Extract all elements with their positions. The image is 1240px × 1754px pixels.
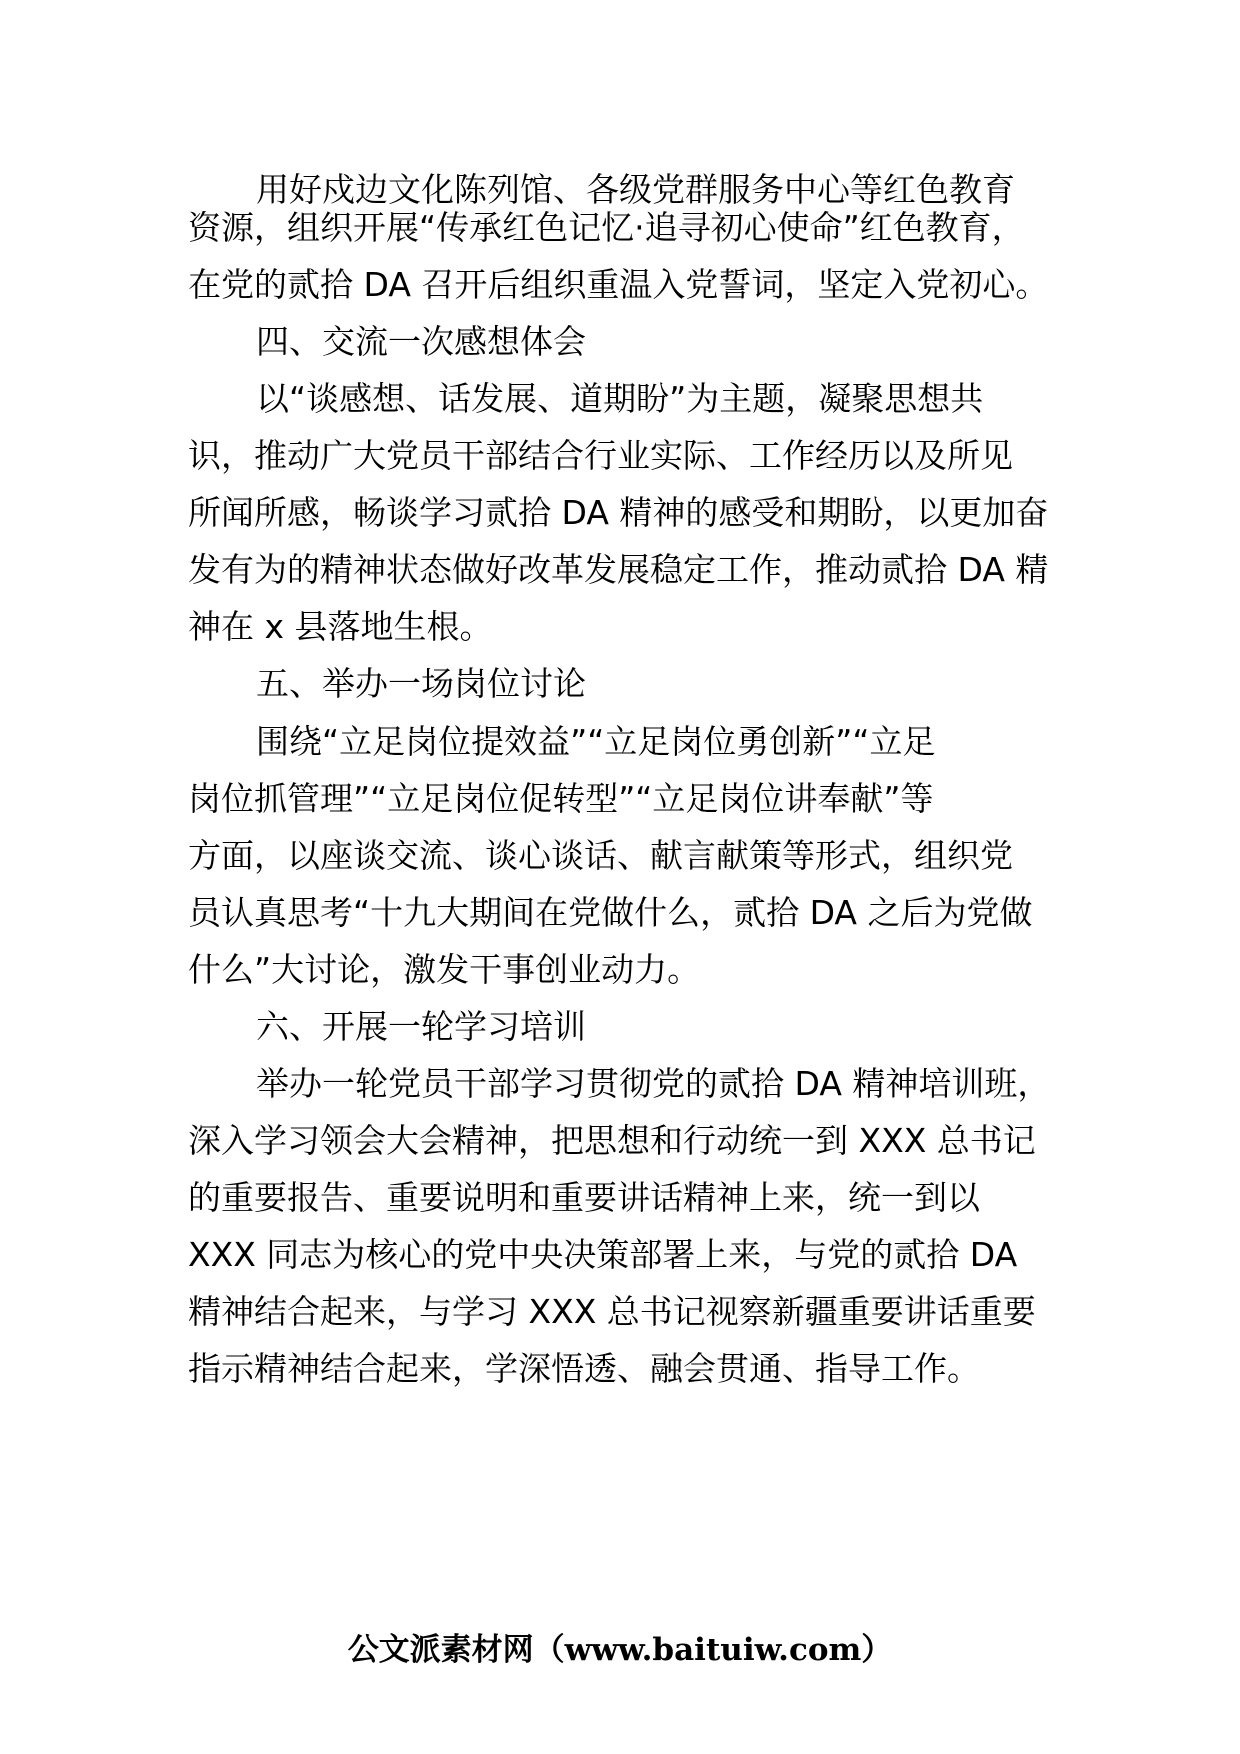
paragraph-line: 指示精神结合起来，学深悟透、融会贯通、指导工作。 (188, 1349, 980, 1388)
paragraph-line: 识，推动广大党员干部结合行业实际、工作经历以及所见 (188, 436, 1013, 475)
section-heading: 四、交流一次感想体会 (256, 322, 586, 361)
paragraph-line: 神在 x 县落地生根。 (188, 607, 493, 646)
paragraph-line: 发有为的精神状态做好改革发展稳定工作，推动贰拾 DA 精 (188, 550, 1049, 589)
paragraph-line: 的重要报告、重要说明和重要讲话精神上来，统一到以 (188, 1178, 980, 1217)
section-heading: 六、开展一轮学习培训 (256, 1007, 586, 1046)
paragraph-line: 方面，以座谈交流、谈心谈话、献言献策等形式，组织党 (188, 836, 1013, 875)
paragraph-line: 员认真思考“十九大期间在党做什么，贰拾 DA 之后为党做 (188, 893, 1033, 932)
paragraph-line: 资源，组织开展“传承红色记忆·追寻初心使命”红色教育， (188, 208, 1025, 247)
paragraph-line: 深入学习领会大会精神，把思想和行动统一到 XXX 总书记 (188, 1121, 1036, 1160)
paragraph-line: 岗位抓管理”“立足岗位促转型”“立足岗位讲奉献”等 (188, 779, 934, 818)
paragraph-line: 围绕“立足岗位提效益”“立足岗位勇创新”“立足 (256, 722, 936, 761)
paragraph-line: XXX 同志为核心的党中央决策部署上来，与党的贰拾 DA (188, 1235, 1018, 1274)
paragraph-line: 在党的贰拾 DA 召开后组织重温入党誓词，坚定入党初心。 (188, 265, 1049, 304)
paragraph-line: 什么”大讨论，激发干事创业动力。 (188, 950, 701, 989)
footer-source-text: 公文派素材网（www.baituiw.com） (347, 1632, 893, 1668)
paragraph-line: 用好戍边文化陈列馆、各级党群服务中心等红色教育 (256, 170, 1015, 209)
paragraph-line: 精神结合起来，与学习 XXX 总书记视察新疆重要讲话重要 (188, 1292, 1036, 1331)
paragraph-line: 以“谈感想、话发展、道期盼”为主题，凝聚思想共 (256, 379, 984, 418)
section-heading: 五、举办一场岗位讨论 (256, 664, 586, 703)
paragraph-line: 所闻所感，畅谈学习贰拾 DA 精神的感受和期盼，以更加奋 (188, 493, 1049, 532)
paragraph-line: 举办一轮党员干部学习贯彻党的贰拾 DA 精神培训班， (256, 1064, 1051, 1103)
